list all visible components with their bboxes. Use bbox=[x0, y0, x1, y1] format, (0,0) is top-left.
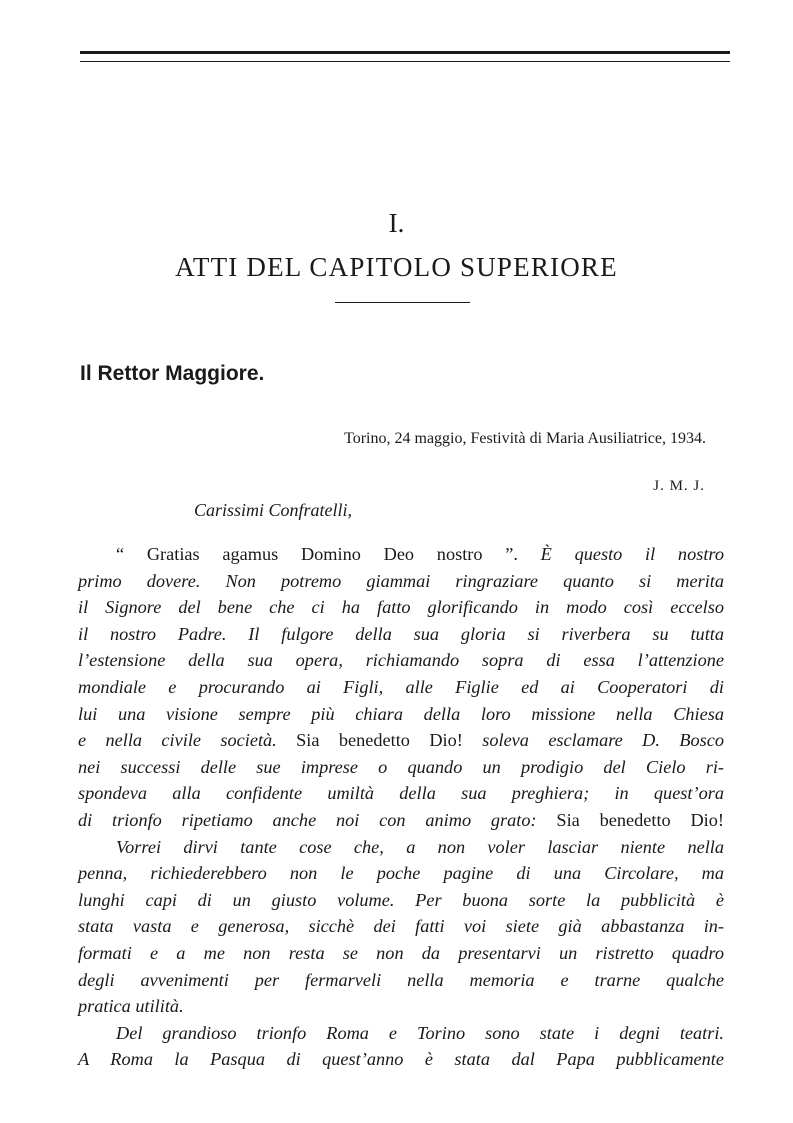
dateline: Torino, 24 maggio, Festività di Maria Ausiliatrice, 1934. bbox=[344, 430, 706, 447]
body-line: lunghi capi di un giusto volume. Per buona sorte la pubblicità è bbox=[78, 889, 724, 910]
body-line: mondiale e procurando ai Figli, alle Figlie ed ai Cooperatori di bbox=[78, 676, 724, 697]
title-separator-rule bbox=[335, 302, 470, 303]
salutation: Carissimi Confratelli, bbox=[194, 500, 353, 520]
body-line: formati e a me non resta se non da presentarvi un ristretto quadro bbox=[78, 942, 724, 963]
header-rule-thick bbox=[80, 51, 730, 54]
body-line: Vorrei dirvi tante cose che, a non voler lasciar niente nella bbox=[116, 836, 724, 857]
body-line: A Roma la Pasqua di quest’anno è stata dal Papa pubblicamente bbox=[78, 1049, 724, 1070]
body-line: spondeva alla confidente umiltà della sua preghiera; in quest’ora bbox=[78, 783, 724, 804]
header-rule-thin bbox=[80, 61, 730, 62]
monogram: J. M. J. bbox=[653, 478, 705, 494]
body-line: e nella civile società. Sia benedetto Dio! soleva esclamare D. Bosco bbox=[78, 730, 724, 751]
body-line: nei successi delle sue imprese o quando un prodigio del Cielo ri- bbox=[78, 756, 724, 777]
body-line: l’estensione della sua opera, richiamando sopra di essa l’attenzione bbox=[78, 650, 724, 671]
chapter-title: ATTI DEL CAPITOLO SUPERIORE bbox=[175, 252, 618, 282]
section-heading: Il Rettor Maggiore. bbox=[80, 362, 265, 385]
body-line: il nostro Padre. Il fulgore della sua gloria si riverbera su tutta bbox=[78, 623, 724, 644]
body-line: Del grandioso trionfo Roma e Torino sono state i degni teatri. bbox=[116, 1022, 724, 1043]
body-line: il Signore del bene che ci ha fatto glorificando in modo così eccelso bbox=[78, 597, 724, 618]
body-line: di trionfo ripetiamo anche noi con animo grato: Sia benedetto Dio! bbox=[78, 809, 724, 830]
body-line: “ Gratias agamus Domino Deo nostro ”. È questo il nostro bbox=[116, 544, 724, 564]
body-line: pratica utilità. bbox=[78, 996, 184, 1017]
body-line: lui una visione sempre più chiara della loro missione nella Chiesa bbox=[78, 703, 724, 724]
body-line: degli avvenimenti per fermarveli nella memoria e trarne qualche bbox=[78, 969, 724, 990]
chapter-number: I. bbox=[388, 208, 405, 238]
letter-body bbox=[78, 541, 724, 1073]
body-line: penna, richiederebbero non le poche pagine di una Circolare, ma bbox=[78, 863, 724, 884]
body-line: primo dovere. Non potremo giammai ringraziare quanto si merita bbox=[78, 570, 724, 591]
body-line: stata vasta e generosa, sicchè dei fatti voi siete già abbastanza in- bbox=[78, 916, 724, 937]
